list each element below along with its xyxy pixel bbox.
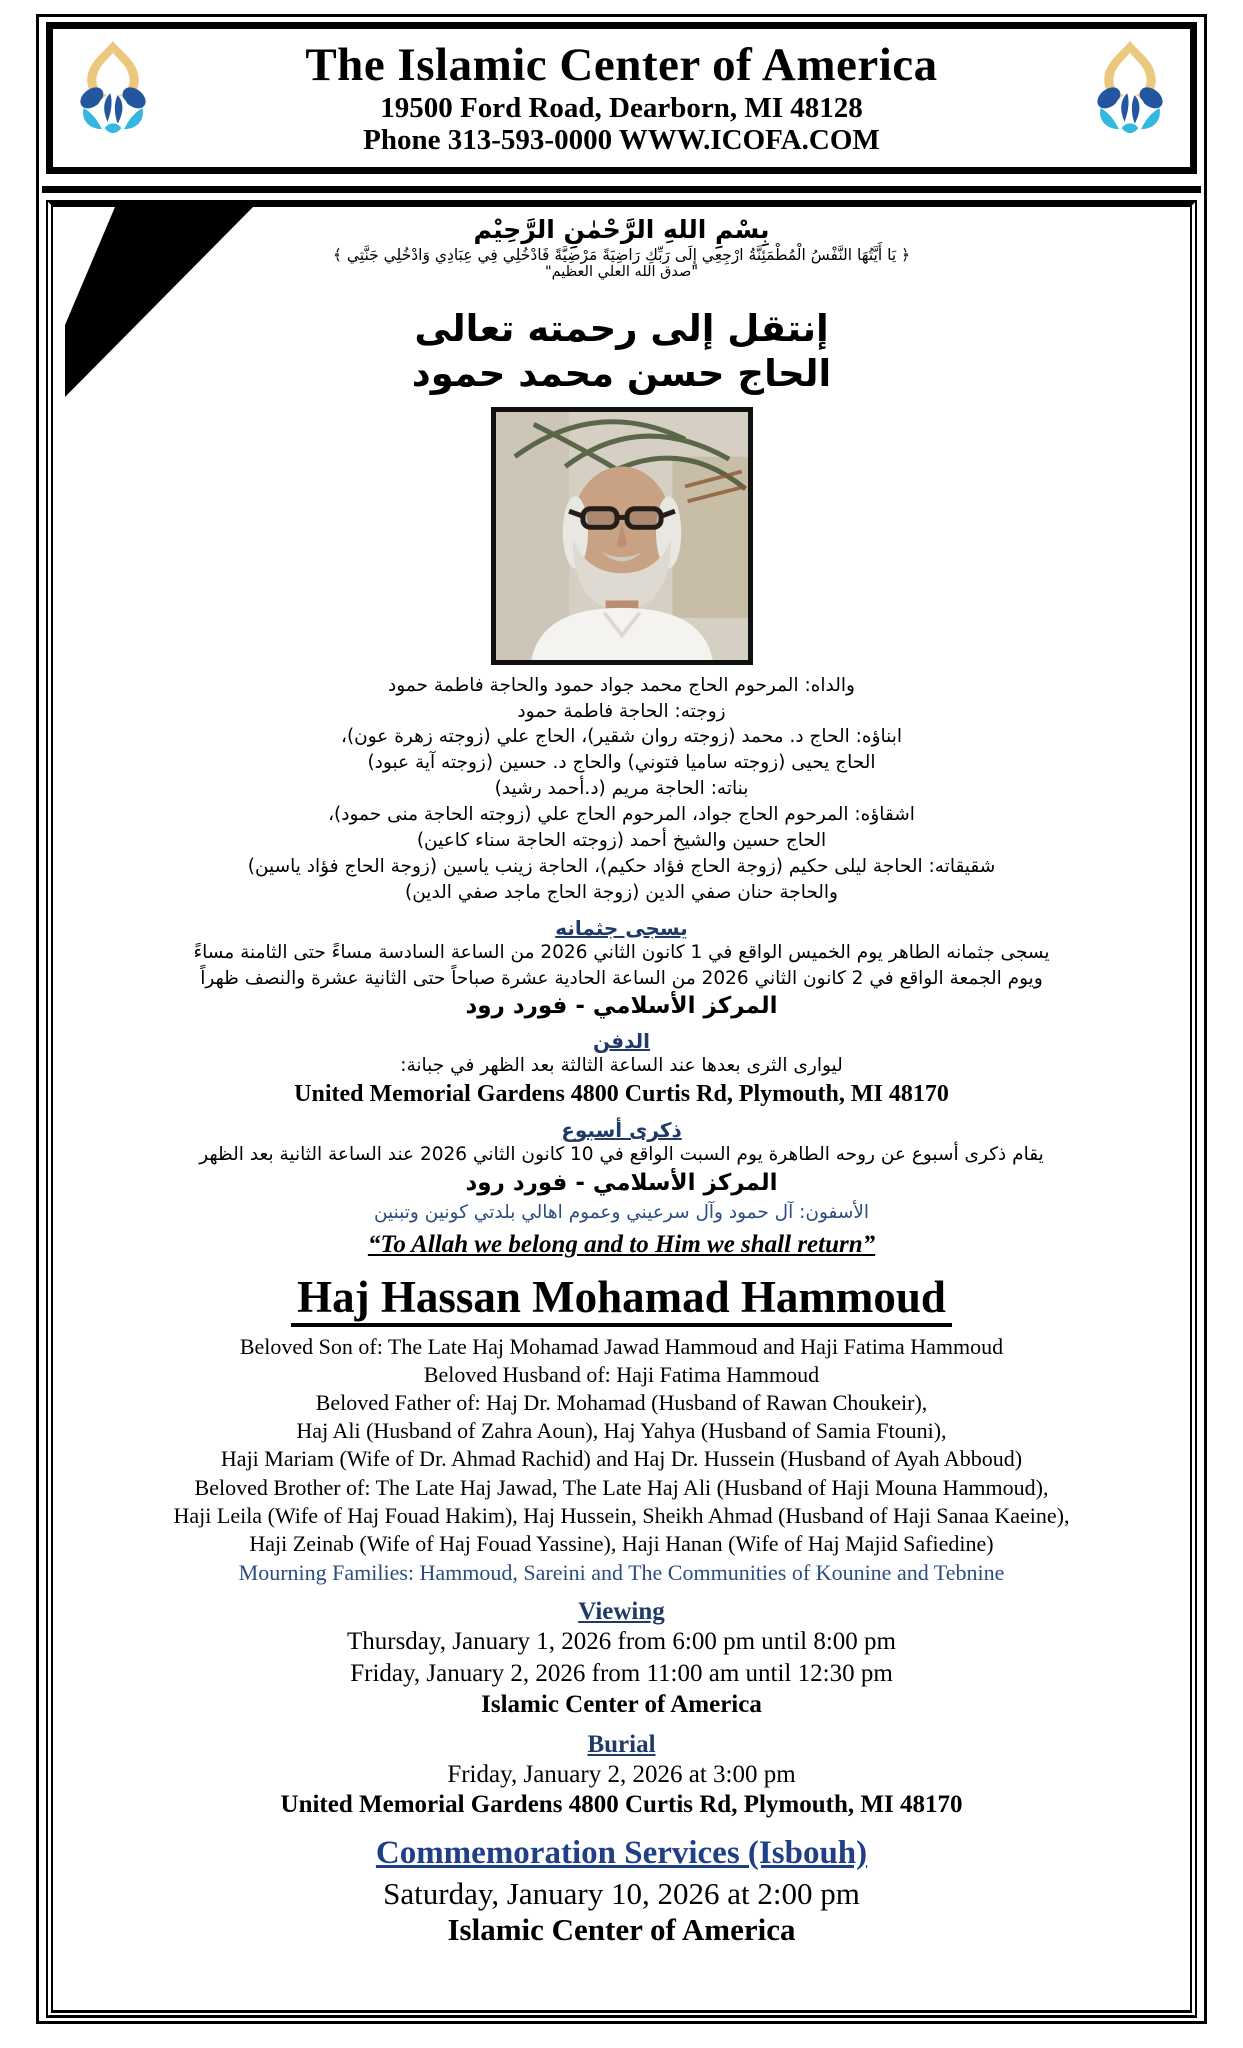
arabic-family-line: الحاج يحيى (زوجته ساميا فتوني) والحاج د. حسين (زوجته آية عبود) [367, 752, 876, 774]
deceased-name-en: Haj Hassan Mohamad Hammoud [291, 1273, 952, 1327]
english-family-line: Beloved Father of: Haj Dr. Mohamad (Husband of Rawan Choukeir), [315, 1390, 928, 1416]
org-title: The Islamic Center of America [305, 39, 938, 92]
viewing-date-line: Friday, January 2, 2026 from 11:00 am until 12:30 pm [350, 1660, 893, 1688]
death-announcement-ar: إنتقل إلى رحمته تعالى [414, 307, 829, 350]
english-family-line: Beloved Husband of: Haji Fatima Hammoud [423, 1361, 820, 1387]
viewing-line2-ar: ويوم الجمعة الواقع في 2 كانون الثاني 2026 من الساعة الحادية عشرة صباحاً حتى الثانية عشرة والنصف ظهراً [200, 967, 1043, 989]
bismillah-line: بِسْمِ اللهِ الرَّحْمٰنِ الرَّحِيْم [473, 215, 770, 244]
arabic-family-line: ابناؤه: الحاج د. محمد (زوجته روان شقير)، الحاج علي (زوجته زهرة عون)، [340, 726, 903, 748]
viewing-heading-en: Viewing [578, 1597, 665, 1625]
viewing-line1-ar: يسجى جثمانه الطاهر يوم الخميس الواقع في 1 كانون الثاني 2026 من الساعة السادسة مساءً حتى الثامنة مساءً [193, 941, 1050, 963]
english-family-line: Beloved Son of: The Late Haj Mohamad Jawad Hammoud and Haji Fatima Hammoud [239, 1333, 1004, 1359]
org-address: 19500 Ford Road, Dearborn, MI 48128 [380, 91, 863, 124]
arabic-family-line: والحاجة حنان صفي الدين (زوجة الحاج ماجد صفي الدين) [405, 881, 838, 903]
center-name-ar: المركز الأسلامي - فورد رود [465, 993, 778, 1020]
arabic-family-line: اشقاؤه: المرحوم الحاج جواد، المرحوم الحاج علي (زوجته الحاجة منى حمود)، [328, 804, 915, 826]
cemetery-address: United Memorial Gardens 4800 Curtis Rd, Plymouth, MI 48170 [294, 1081, 949, 1108]
return-quote: “To Allah we belong and to Him we shall return” [367, 1231, 876, 1259]
viewing-heading-ar: يسجى جثمانه [555, 915, 688, 940]
deceased-portrait [491, 407, 753, 665]
isbouh-line-ar: يقام ذكرى أسبوع عن روحه الطاهرة يوم السبت الواقع في 10 كانون الثاني 2026 عند الساعة الثانية بعد الظهر [199, 1144, 1044, 1166]
burial-line-ar: ليوارى الثرى بعدها عند الساعة الثالثة بعد الظهر في جبانة: [400, 1055, 843, 1077]
arabic-family-line: شقيقاته: الحاجة ليلى حكيم (زوجة الحاج فؤاد حكيم)، الحاجة زينب ياسين (زوجة الحاج فؤاد ياسين) [247, 855, 996, 877]
mourning-families-line: Mourning Families: Hammoud, Sareini and The Communities of Kounine and Tebnine [238, 1559, 1005, 1585]
viewing-location: Islamic Center of America [481, 1690, 762, 1718]
isbouh-heading-ar: ذكرى أسبوع [561, 1118, 682, 1143]
announcement-body [46, 200, 1197, 2018]
viewing-date-line: Thursday, January 1, 2026 from 6:00 pm until 8:00 pm [346, 1627, 896, 1655]
english-family-line: Haji Mariam (Wife of Dr. Ahmad Rachid) and Haj Dr. Hussein (Husband of Ayah Abboud) [220, 1446, 1023, 1472]
deceased-name-ar: الحاج حسن محمد حمود [411, 352, 832, 396]
burial-location: United Memorial Gardens 4800 Curtis Rd, Plymouth, MI 48170 [280, 1791, 963, 1819]
burial-heading-ar: الدفن [592, 1029, 650, 1054]
english-family-line: Haji Zeinab (Wife of Haj Fouad Yassine), Haji Hanan (Wife of Haj Majid Safiedine) [249, 1530, 994, 1556]
org-phone-web: Phone 313-593-0000 WWW.ICOFA.COM [363, 124, 880, 157]
quran-verse: ﴿ يَا أَيَّتُهَا النَّفْسُ الْمُطْمَئِنَّةُ ارْجِعِي إِلَى رَبِّكِ رَاضِيَةً مَرْضِيَّةً فَادْخُلِي فِي عِبَادِي وَادْخُلِي جَنَّتِي ﴾ [332, 246, 911, 264]
mourners-line-ar: الأسفون: آل حمود وآل سرعيني وعموم اهالي بلدتي كونين وتبنين [373, 1202, 870, 1224]
english-family-list [53, 1333, 1190, 1558]
arabic-family-line: والداه: المرحوم الحاج محمد جواد حمود والحاجة فاطمة حمود [388, 674, 855, 696]
center-name-ar: المركز الأسلامي - فورد رود [465, 1170, 778, 1197]
header-separator [42, 186, 1201, 193]
burial-heading-en: Burial [587, 1730, 656, 1758]
english-family-line: Haji Leila (Wife of Haj Fouad Hakim), Haj Hussein, Sheikh Ahmad (Husband of Haji Sanaa Kaeine), [173, 1502, 1070, 1528]
burial-date-line: Friday, January 2, 2026 at 3:00 pm [447, 1760, 796, 1788]
english-family-line: Haj Ali (Husband of Zahra Aoun), Haj Yahya (Husband of Samia Ftouni), [296, 1418, 947, 1444]
sadaqa-line: "صدق الله العلي العظيم" [544, 264, 699, 280]
commemoration-location: Islamic Center of America [447, 1912, 796, 1948]
mourning-ribbon-icon [53, 207, 268, 407]
header-text [159, 39, 1084, 157]
arabic-family-line: الحاج حسين والشيخ أحمد (زوجته الحاجة سناء كاعين) [416, 829, 827, 851]
commemoration-heading: Commemoration Services (Isbouh) [375, 1835, 868, 1872]
arabic-family-line: بناته: الحاجة مريم (د.أحمد رشيد) [494, 778, 749, 800]
commemoration-date-line: Saturday, January 10, 2026 at 2:00 pm [383, 1876, 860, 1912]
header [46, 22, 1197, 174]
islamic-center-logo-icon [1084, 39, 1176, 157]
islamic-center-logo-icon [67, 39, 159, 157]
arabic-family-line: زوجته: الحاجة فاطمة حمود [517, 700, 726, 722]
arabic-family-list [53, 673, 1190, 906]
english-family-line: Beloved Brother of: The Late Haj Jawad, The Late Haj Ali (Husband of Haji Mouna Hammoud), [194, 1474, 1049, 1500]
